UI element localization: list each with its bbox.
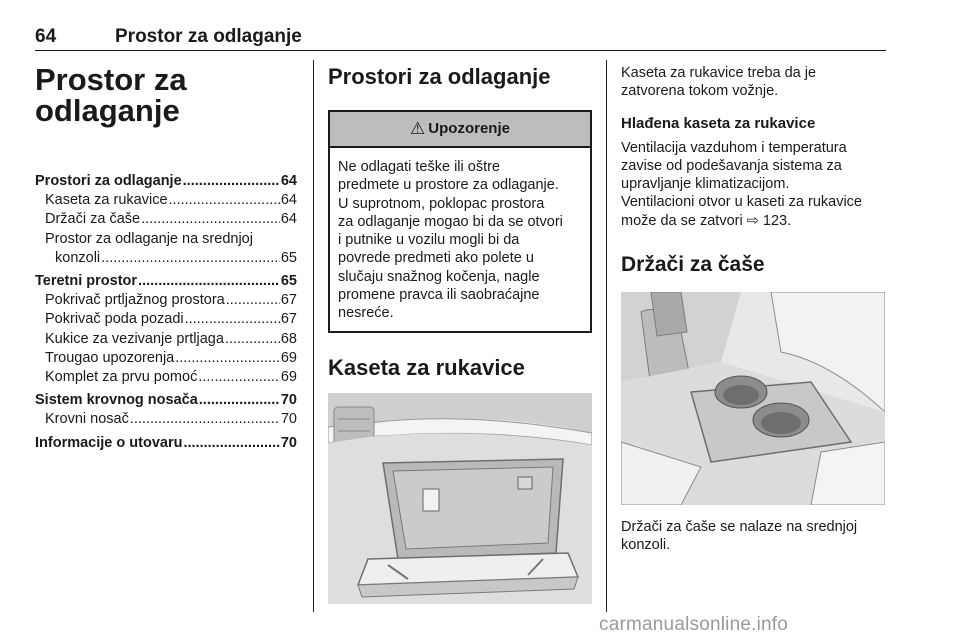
toc-entry-label: Sistem krovnog nosača: [35, 392, 198, 409]
toc-entry-page: 67: [280, 292, 297, 309]
toc-entry-label: Trougao upozorenja: [45, 349, 175, 366]
toc-leader-dots: [198, 368, 280, 387]
toc-leader-dots: [226, 291, 280, 310]
warning-triangle-icon: ⚠: [410, 119, 426, 138]
glovebox-illustration: [328, 393, 592, 604]
cooled-glovebox-text: Ventilacija vazduhom i temperatura zavise od podešavanja sistema za upravljanje klimatizacijom. Ventilacioni otvor u kaseti za rukavice može da se zatvori ⇨ 123.: [621, 139, 862, 229]
toc-entry-label: Krovni nosač: [45, 411, 129, 428]
glovebox-text: Kaseta za rukavice treba da je zatvorena tokom vožnje.: [621, 65, 817, 100]
page-number: 64: [35, 26, 57, 47]
toc-entry-page: 68: [280, 330, 297, 347]
toc-entry-label: Kaseta za rukavice: [45, 192, 168, 209]
toc-leader-dots: [183, 172, 280, 191]
toc-entry[interactable]: [35, 434, 297, 453]
toc-entry-page: 65: [280, 249, 297, 266]
column-divider-1: [313, 60, 314, 612]
toc-entry[interactable]: [35, 391, 297, 410]
right-column: [621, 64, 887, 555]
toc-entry-label: Informacije o utovaru: [35, 434, 183, 451]
toc-entry-page: 69: [280, 369, 297, 386]
toc-entry-page: 69: [280, 349, 297, 366]
toc-entry-label: Pokrivač prtljažnog prostora: [45, 292, 225, 309]
column-divider-2: [606, 60, 607, 612]
toc-leader-dots: [138, 272, 280, 291]
toc-entry-label: Kukice za vezivanje prtljaga: [45, 330, 224, 347]
toc-leader-dots: [169, 191, 280, 210]
toc-entry[interactable]: [35, 249, 297, 268]
cupholder-title: Držači za čaše: [621, 253, 765, 277]
toc-entry[interactable]: [35, 272, 297, 291]
toc-entry-label: Pokrivač poda pozadi: [45, 311, 184, 328]
toc-entry-label: konzoli: [55, 249, 101, 266]
warning-text: Ne odlagati teške ili oštre predmete u prostore za odlaganje. U suprotnom, poklopac prostora za odlaganje mogao bi da se otvori i putnike u vozilu mogli bi da povrede predmeti ako polete u slučaju snažnog kočenja, nagle promene pravca ili saobraćajne nesreće.: [338, 159, 563, 322]
toc-entry-label: Prostor za odlaganje na srednjoj: [45, 230, 253, 247]
toc-entry[interactable]: [35, 330, 297, 349]
toc-entry[interactable]: [35, 310, 297, 329]
header-rule: [35, 50, 886, 51]
toc-leader-dots: [130, 410, 280, 429]
toc-entry-page: 65: [280, 273, 297, 290]
toc-entry[interactable]: [35, 368, 297, 387]
section-title: Prostori za odlaganje: [328, 64, 551, 89]
toc-entry[interactable]: [35, 191, 297, 210]
toc-entry-label: Držači za čaše: [45, 211, 141, 228]
storage-column: [328, 64, 592, 604]
glovebox-title: Kaseta za rukavice: [328, 354, 525, 380]
toc-entry-page: 67: [280, 311, 297, 328]
cupholder-drawing: [621, 292, 885, 505]
cupholder-caption: Držači za čaše se nalaze na srednjoj konzoli.: [621, 519, 858, 554]
toc-entry-label: Prostori za odlaganje: [35, 173, 182, 189]
warning-header: [330, 112, 590, 148]
watermark: carmanualsonline.info: [599, 614, 789, 635]
toc-entry-page: 64: [280, 211, 297, 228]
warning-box: [328, 110, 592, 333]
toc-entry-page: 70: [280, 392, 297, 409]
toc-entry-label: Komplet za prvu pomoć: [45, 369, 198, 386]
glovebox-drawing: [328, 393, 592, 604]
toc-leader-dots: [141, 210, 280, 229]
toc-entry[interactable]: [35, 349, 297, 368]
toc-leader-dots: [199, 391, 280, 410]
toc-entry-page: 64: [280, 192, 297, 209]
toc-leader-dots: [101, 249, 280, 268]
toc-entry[interactable]: [35, 291, 297, 310]
toc-entry[interactable]: [35, 410, 297, 429]
toc-leader-dots: [225, 330, 280, 349]
toc-entry[interactable]: [35, 210, 297, 229]
running-title: Prostor za odlaganje: [115, 26, 302, 47]
cooled-glovebox-title: Hlađena kaseta za rukavice: [621, 114, 816, 132]
toc-column: [35, 64, 297, 453]
toc-entry-label: Teretni prostor: [35, 273, 138, 290]
toc-leader-dots: [185, 310, 280, 329]
toc-entry[interactable]: [35, 172, 297, 191]
toc-leader-dots: [175, 349, 280, 368]
toc-entry-page: 64: [280, 173, 297, 189]
table-of-contents: [35, 172, 297, 453]
toc-entry-page: 70: [280, 411, 297, 428]
toc-entry-page: 70: [280, 434, 297, 451]
toc-entry[interactable]: [35, 230, 297, 249]
chapter-title: Prostor za odlaganje: [35, 62, 187, 128]
warning-title: Upozorenje: [428, 120, 510, 137]
cupholder-illustration: [621, 292, 885, 505]
page-header: [35, 26, 886, 50]
toc-leader-dots: [183, 434, 279, 453]
